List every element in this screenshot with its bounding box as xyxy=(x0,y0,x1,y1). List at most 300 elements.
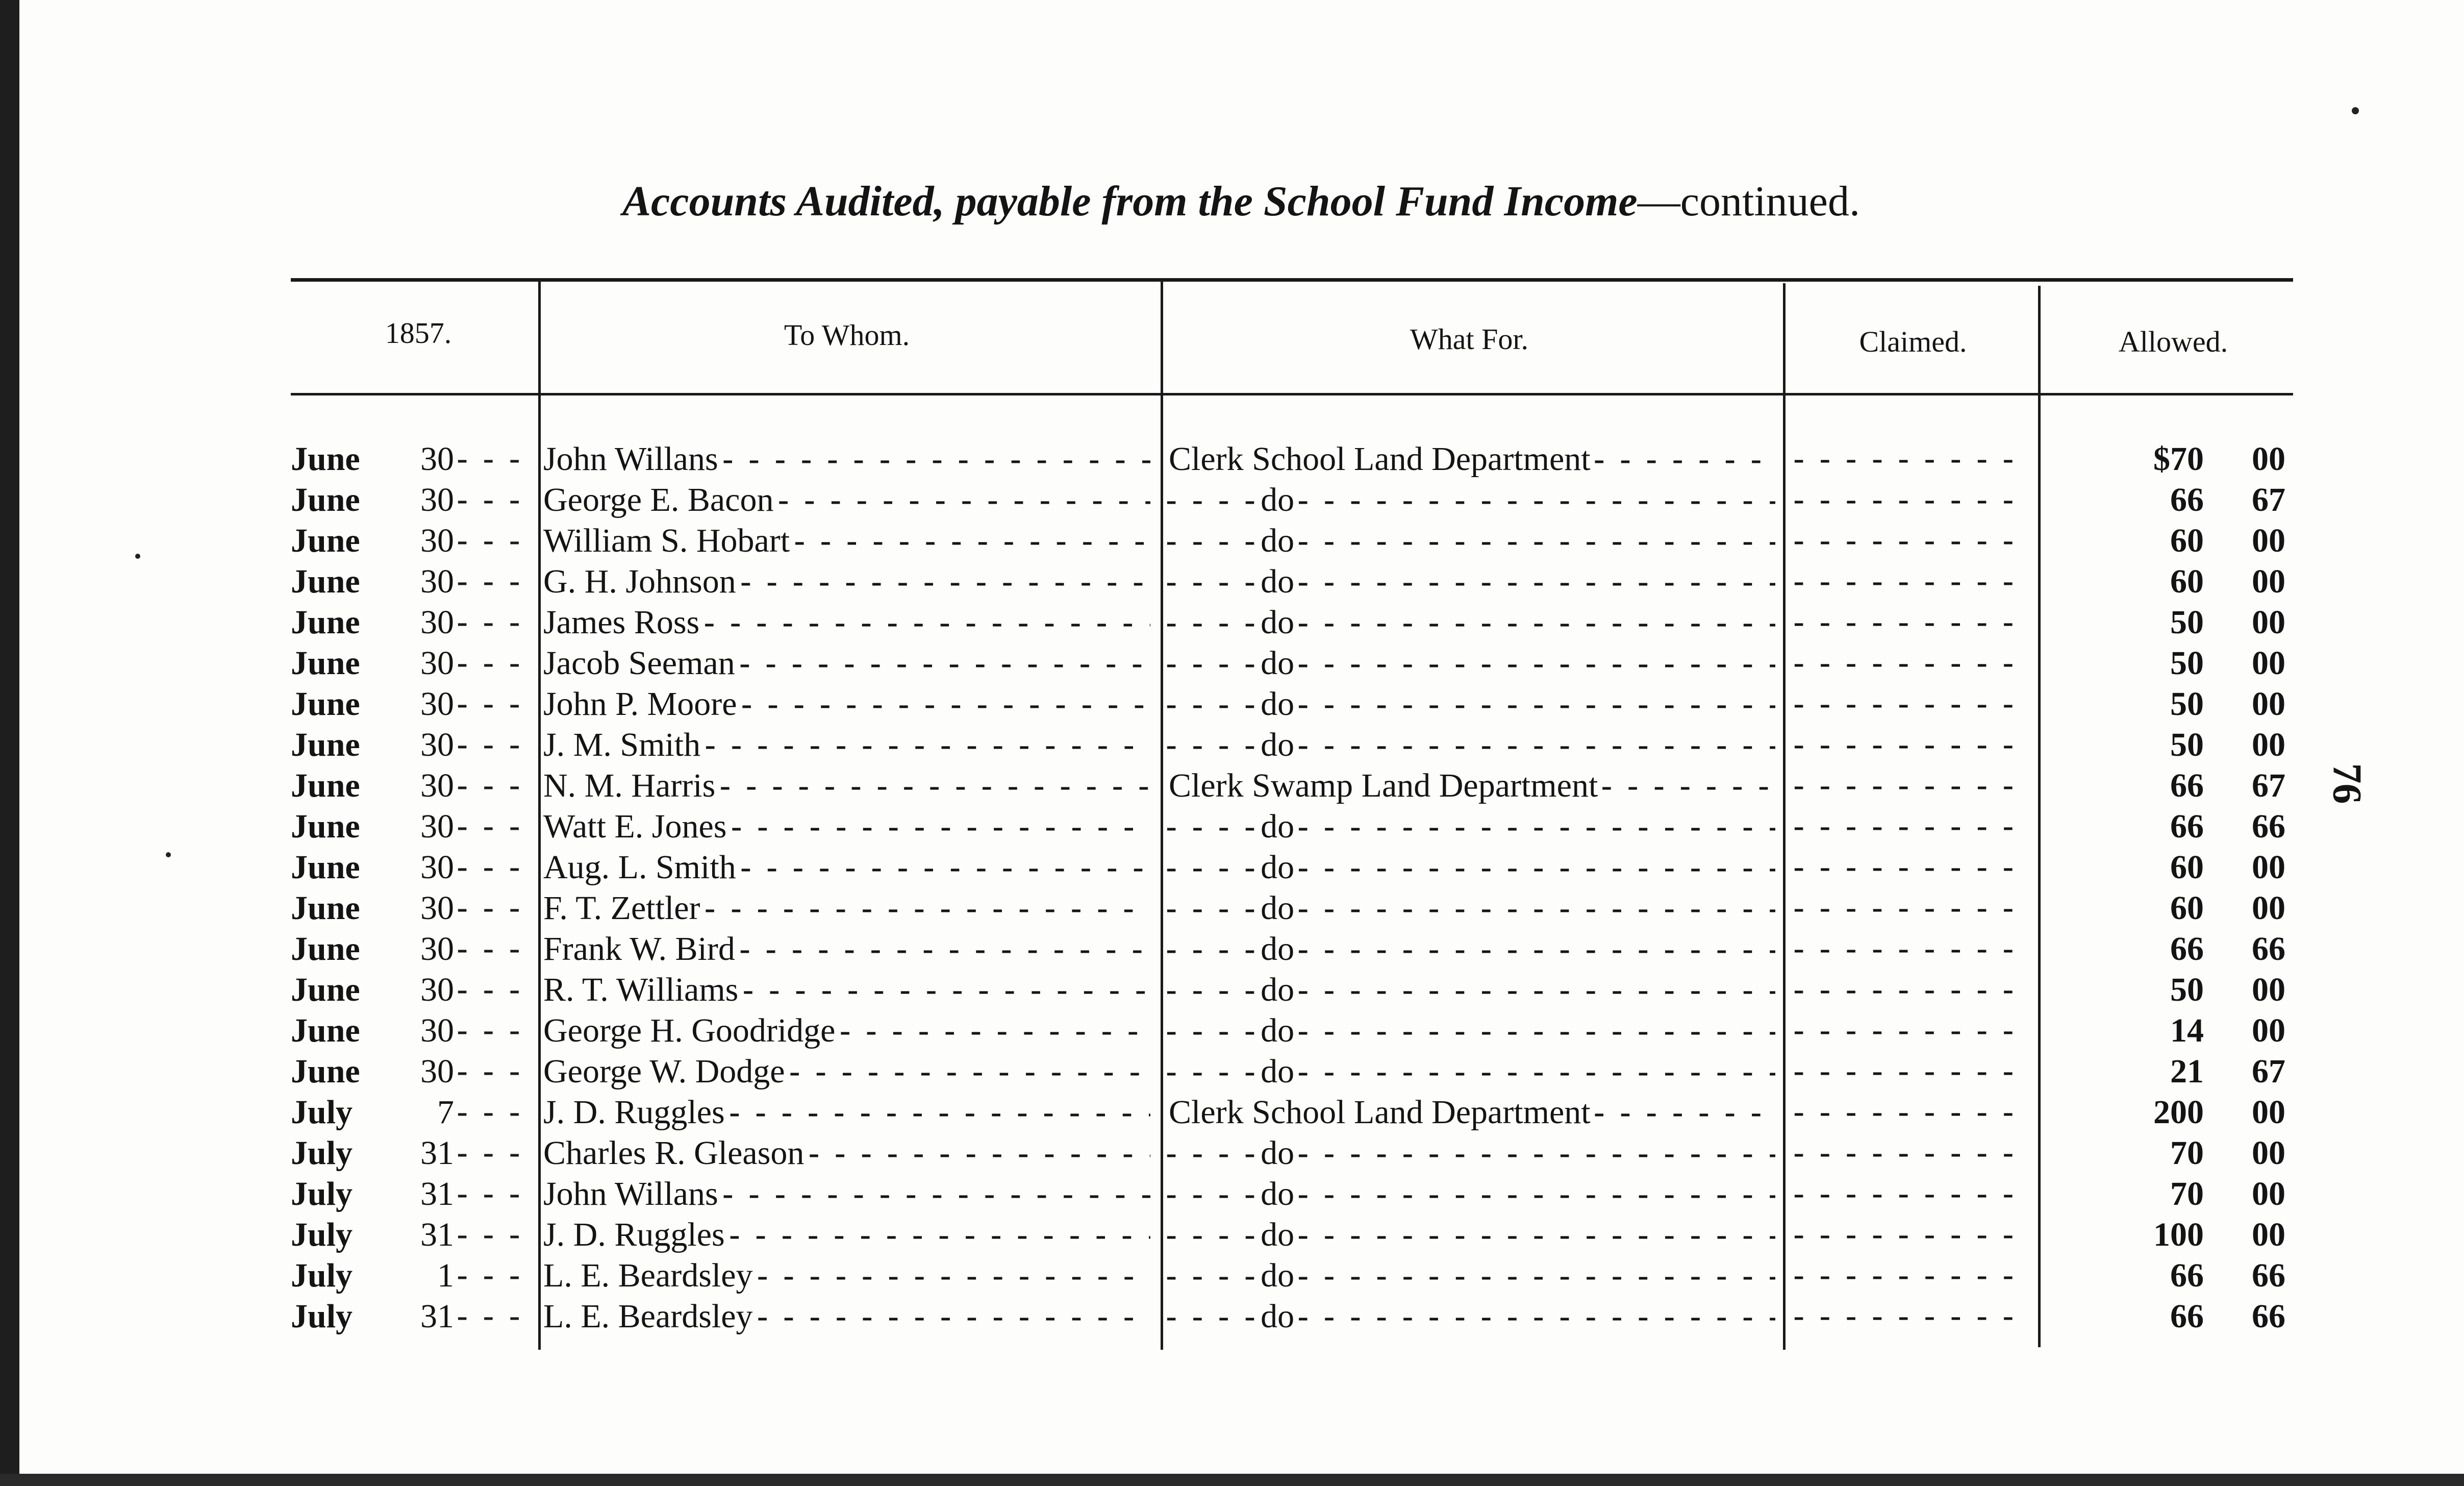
row-payee xyxy=(543,1051,1150,1092)
row-claimed xyxy=(1793,439,2028,480)
allowed-dollars: 100 xyxy=(2153,1216,2204,1253)
payee-name: Aug. L. Smith xyxy=(543,849,736,886)
table-row xyxy=(0,765,2464,806)
leader-dots: - - - - xyxy=(1166,1215,1258,1255)
row-allowed xyxy=(2061,1296,2285,1337)
row-month: June xyxy=(291,604,360,641)
row-allowed xyxy=(2061,847,2285,888)
leader-dots xyxy=(457,439,533,480)
leader-dots: - - - - xyxy=(1166,1297,1258,1336)
row-month: June xyxy=(291,808,360,845)
row-month: June xyxy=(291,889,360,927)
row-claimed xyxy=(1793,847,2028,888)
row-purpose xyxy=(1166,888,1775,929)
allowed-dollars: 50 xyxy=(2170,604,2204,641)
purpose-text: do xyxy=(1261,1012,1295,1049)
row-payee xyxy=(543,684,1150,725)
purpose-text: do xyxy=(1261,1053,1295,1090)
leader-dots xyxy=(789,1052,1150,1092)
allowed-cents: 66 xyxy=(2252,1298,2285,1335)
leader-dots xyxy=(1297,971,1775,1010)
row-payee xyxy=(543,929,1150,970)
leader-dots xyxy=(457,888,533,929)
row-allowed xyxy=(2061,1133,2285,1174)
purpose-text: do xyxy=(1261,930,1295,968)
leader-dots xyxy=(729,1216,1150,1255)
allowed-dollars: 21 xyxy=(2170,1053,2204,1090)
leader-dots: - - - - xyxy=(1166,848,1258,887)
title-italic: Accounts Audited, payable from the School Fund Income xyxy=(622,178,1638,225)
row-month: June xyxy=(291,1053,360,1090)
row-day: 30 xyxy=(420,849,454,886)
leader-dots xyxy=(741,685,1150,724)
table-row xyxy=(0,643,2464,684)
row-allowed xyxy=(2061,806,2285,847)
leader-dots xyxy=(457,765,533,806)
row-payee xyxy=(543,602,1150,643)
payee-name: J. D. Ruggles xyxy=(543,1216,725,1253)
row-claimed xyxy=(1793,970,2028,1010)
leader-dots xyxy=(739,930,1150,969)
row-payee xyxy=(543,1092,1150,1133)
allowed-cents: 00 xyxy=(2252,685,2285,723)
leader-dots: - - - - xyxy=(1166,562,1258,602)
allowed-dollars: 14 xyxy=(2170,1012,2204,1049)
row-purpose xyxy=(1166,929,1775,970)
allowed-cents: 66 xyxy=(2252,1257,2285,1294)
leader-dots xyxy=(1297,481,1775,520)
row-day: 30 xyxy=(420,930,454,968)
allowed-dollars: 66 xyxy=(2170,930,2204,968)
leader-dots xyxy=(457,1296,533,1337)
row-day: 30 xyxy=(420,604,454,641)
row-day: 1 xyxy=(437,1257,454,1294)
row-claimed xyxy=(1793,1133,2028,1174)
purpose-text: do xyxy=(1261,1298,1295,1335)
purpose-text: do xyxy=(1261,1257,1295,1294)
allowed-cents: 00 xyxy=(2252,1134,2285,1172)
row-purpose xyxy=(1166,1255,1775,1296)
allowed-dollars: 60 xyxy=(2170,522,2204,559)
row-month: June xyxy=(291,726,360,763)
allowed-cents: 00 xyxy=(2252,1012,2285,1049)
row-month: July xyxy=(291,1257,353,1294)
leader-dots xyxy=(1297,522,1775,561)
allowed-dollars: 60 xyxy=(2170,889,2204,927)
allowed-dollars: 60 xyxy=(2170,563,2204,600)
row-claimed xyxy=(1793,480,2028,521)
allowed-dollars: 66 xyxy=(2170,1298,2204,1335)
row-allowed xyxy=(2061,561,2285,602)
leader-dots xyxy=(1297,603,1775,642)
row-month: June xyxy=(291,685,360,723)
row-claimed xyxy=(1793,725,2028,765)
row-day: 30 xyxy=(420,767,454,804)
leader-dots xyxy=(457,725,533,765)
row-month: June xyxy=(291,440,360,478)
leader-dots xyxy=(1297,1297,1775,1336)
allowed-cents: 67 xyxy=(2252,1053,2285,1090)
table-row xyxy=(0,602,2464,643)
leader-dots xyxy=(1297,1256,1775,1296)
leader-dots xyxy=(739,644,1150,683)
table-row xyxy=(0,439,2464,480)
header-allowed: Allowed. xyxy=(2118,325,2228,358)
leader-dots xyxy=(1297,930,1775,969)
row-month: July xyxy=(291,1175,353,1212)
row-allowed xyxy=(2061,929,2285,970)
row-claimed xyxy=(1793,806,2028,847)
header-to-whom: To Whom. xyxy=(784,318,910,352)
leader-dots xyxy=(794,522,1150,561)
table-row xyxy=(0,1296,2464,1337)
purpose-text: do xyxy=(1261,1175,1295,1212)
leader-dots: - - - - xyxy=(1166,603,1258,642)
allowed-cents: 66 xyxy=(2252,930,2285,968)
allowed-dollars: 66 xyxy=(2170,481,2204,518)
purpose-text: Clerk School Land Department xyxy=(1169,440,1591,478)
payee-name: G. H. Johnson xyxy=(543,563,736,600)
allowed-dollars: 50 xyxy=(2170,685,2204,723)
table-row xyxy=(0,1133,2464,1174)
leader-dots: - - - - xyxy=(1166,970,1258,1010)
row-payee xyxy=(543,725,1150,765)
row-allowed xyxy=(2061,1255,2285,1296)
row-claimed xyxy=(1793,765,2028,806)
purpose-text: do xyxy=(1261,808,1295,845)
allowed-dollars: 50 xyxy=(2170,726,2204,763)
leader-dots xyxy=(1297,685,1775,724)
row-purpose xyxy=(1166,602,1775,643)
leader-dots xyxy=(457,1010,533,1051)
payee-name: George H. Goodridge xyxy=(543,1012,836,1049)
leader-dots xyxy=(757,1297,1150,1336)
row-payee xyxy=(543,888,1150,929)
row-day: 30 xyxy=(420,1053,454,1090)
payee-name: John Willans xyxy=(543,440,718,478)
allowed-cents: 00 xyxy=(2252,849,2285,886)
row-purpose xyxy=(1166,847,1775,888)
payee-name: L. E. Beardsley xyxy=(543,1257,753,1294)
row-allowed xyxy=(2061,602,2285,643)
row-month: June xyxy=(291,849,360,886)
allowed-cents: 00 xyxy=(2252,645,2285,682)
row-month: July xyxy=(291,1094,353,1131)
table-row xyxy=(0,1215,2464,1255)
payee-name: J. D. Ruggles xyxy=(543,1094,725,1131)
row-allowed xyxy=(2061,1174,2285,1215)
row-payee xyxy=(543,1255,1150,1296)
row-allowed xyxy=(2061,643,2285,684)
leader-dots xyxy=(457,1215,533,1255)
allowed-cents: 00 xyxy=(2252,440,2285,478)
row-purpose xyxy=(1166,1010,1775,1051)
leader-dots xyxy=(457,602,533,643)
table-row xyxy=(0,1092,2464,1133)
leader-dots xyxy=(1297,807,1775,847)
row-claimed xyxy=(1793,1296,2028,1337)
allowed-dollars: 200 xyxy=(2153,1094,2204,1131)
leader-dots xyxy=(1601,766,1775,806)
leader-dots: - - - - xyxy=(1166,725,1258,765)
leader-dots xyxy=(1297,1134,1775,1173)
table-row xyxy=(0,1255,2464,1296)
header-year: 1857. xyxy=(385,316,452,350)
table-row xyxy=(0,684,2464,725)
row-allowed xyxy=(2061,765,2285,806)
leader-dots xyxy=(457,1051,533,1092)
leader-dots xyxy=(1297,848,1775,887)
leader-dots xyxy=(705,889,1150,928)
leader-dots xyxy=(1297,889,1775,928)
leader-dots xyxy=(839,1011,1150,1051)
row-claimed xyxy=(1793,521,2028,561)
table-row xyxy=(0,1174,2464,1215)
row-purpose xyxy=(1166,725,1775,765)
leader-dots xyxy=(457,643,533,684)
allowed-dollars: 66 xyxy=(2170,767,2204,804)
row-day: 30 xyxy=(420,481,454,518)
leader-dots xyxy=(1297,1216,1775,1255)
leader-dots xyxy=(457,847,533,888)
leader-dots: - - - - xyxy=(1166,1133,1258,1173)
leader-dots xyxy=(1594,1093,1775,1132)
table-row xyxy=(0,480,2464,521)
row-day: 31 xyxy=(420,1216,454,1253)
leader-dots xyxy=(740,562,1150,602)
payee-name: James Ross xyxy=(543,604,700,641)
row-day: 30 xyxy=(420,889,454,927)
row-purpose xyxy=(1166,521,1775,561)
allowed-cents: 67 xyxy=(2252,481,2285,518)
row-purpose xyxy=(1166,561,1775,602)
leader-dots xyxy=(1297,1011,1775,1051)
allowed-dollars: 66 xyxy=(2170,1257,2204,1294)
title-continued: —continued. xyxy=(1637,178,1860,225)
row-day: 7 xyxy=(437,1094,454,1131)
leader-dots xyxy=(1297,1175,1775,1214)
row-month: June xyxy=(291,481,360,518)
row-purpose xyxy=(1166,970,1775,1010)
table-row xyxy=(0,888,2464,929)
allowed-cents: 00 xyxy=(2252,604,2285,641)
leader-dots: - - - - xyxy=(1166,807,1258,847)
row-month: June xyxy=(291,767,360,804)
row-payee xyxy=(543,1296,1150,1337)
row-allowed xyxy=(2061,888,2285,929)
row-claimed xyxy=(1793,1174,2028,1215)
row-payee xyxy=(543,765,1150,806)
row-allowed xyxy=(2061,1092,2285,1133)
row-purpose xyxy=(1166,1215,1775,1255)
row-day: 30 xyxy=(420,685,454,723)
allowed-cents: 00 xyxy=(2252,522,2285,559)
leader-dots xyxy=(729,1093,1150,1132)
leader-dots: - - - - xyxy=(1166,1174,1258,1214)
row-allowed xyxy=(2061,480,2285,521)
purpose-text: do xyxy=(1261,685,1295,723)
payee-name: F. T. Zettler xyxy=(543,889,700,927)
row-day: 30 xyxy=(420,440,454,478)
row-month: June xyxy=(291,971,360,1008)
scan-bottom-edge xyxy=(0,1474,2464,1486)
row-claimed xyxy=(1793,561,2028,602)
leader-dots xyxy=(722,440,1150,479)
allowed-cents: 66 xyxy=(2252,808,2285,845)
header-top-rule xyxy=(291,278,2293,282)
row-day: 30 xyxy=(420,808,454,845)
purpose-text: Clerk Swamp Land Department xyxy=(1169,767,1598,804)
header-claimed: Claimed. xyxy=(1859,325,1967,358)
leader-dots xyxy=(742,971,1150,1010)
row-month: July xyxy=(291,1216,353,1253)
payee-name: Charles R. Gleason xyxy=(543,1134,804,1172)
leader-dots: - - - - xyxy=(1166,684,1258,724)
page-title xyxy=(622,174,2000,230)
row-day: 30 xyxy=(420,971,454,1008)
row-payee xyxy=(543,1174,1150,1215)
row-month: June xyxy=(291,1012,360,1049)
row-payee xyxy=(543,521,1150,561)
table-row xyxy=(0,847,2464,888)
row-purpose xyxy=(1166,1296,1775,1337)
row-payee xyxy=(543,1215,1150,1255)
allowed-dollars: 66 xyxy=(2170,808,2204,845)
leader-dots xyxy=(457,1133,533,1174)
row-purpose xyxy=(1166,1174,1775,1215)
leader-dots xyxy=(457,521,533,561)
purpose-text: do xyxy=(1261,1134,1295,1172)
payee-name: John Willans xyxy=(543,1175,718,1212)
leader-dots: - - - - xyxy=(1166,521,1258,561)
allowed-cents: 00 xyxy=(2252,1175,2285,1212)
purpose-text: do xyxy=(1261,563,1295,600)
allowed-dollars: 70 xyxy=(2170,1175,2204,1212)
leader-dots: - - - - xyxy=(1166,1052,1258,1092)
row-payee xyxy=(543,970,1150,1010)
leader-dots: - - - - xyxy=(1166,480,1258,520)
leader-dots xyxy=(1297,644,1775,683)
allowed-dollars: $70 xyxy=(2153,440,2204,478)
leader-dots: - - - - xyxy=(1166,643,1258,683)
allowed-cents: 00 xyxy=(2252,726,2285,763)
row-purpose xyxy=(1166,439,1775,480)
payee-name: Watt E. Jones xyxy=(543,808,727,845)
purpose-text: do xyxy=(1261,889,1295,927)
allowed-cents: 00 xyxy=(2252,889,2285,927)
leader-dots: - - - - xyxy=(1166,929,1258,969)
row-payee xyxy=(543,561,1150,602)
purpose-text: do xyxy=(1261,645,1295,682)
payee-name: R. T. Williams xyxy=(543,971,739,1008)
row-month: June xyxy=(291,563,360,600)
leader-dots xyxy=(777,481,1150,520)
purpose-text: do xyxy=(1261,481,1295,518)
row-claimed xyxy=(1793,1010,2028,1051)
allowed-dollars: 50 xyxy=(2170,971,2204,1008)
row-purpose xyxy=(1166,643,1775,684)
row-day: 30 xyxy=(420,726,454,763)
leader-dots xyxy=(457,1092,533,1133)
table-row xyxy=(0,521,2464,561)
row-allowed xyxy=(2061,521,2285,561)
row-day: 31 xyxy=(420,1134,454,1172)
allowed-dollars: 60 xyxy=(2170,849,2204,886)
table-row xyxy=(0,725,2464,765)
table-row xyxy=(0,1010,2464,1051)
payee-name: Jacob Seeman xyxy=(543,645,735,682)
row-payee xyxy=(543,1010,1150,1051)
leader-dots xyxy=(757,1256,1150,1296)
table-row xyxy=(0,970,2464,1010)
leader-dots xyxy=(457,929,533,970)
row-day: 30 xyxy=(420,645,454,682)
row-claimed xyxy=(1793,1255,2028,1296)
leader-dots xyxy=(457,561,533,602)
row-month: June xyxy=(291,930,360,968)
purpose-text: do xyxy=(1261,849,1295,886)
row-allowed xyxy=(2061,684,2285,725)
leader-dots xyxy=(1297,726,1775,765)
row-claimed xyxy=(1793,888,2028,929)
row-claimed xyxy=(1793,1092,2028,1133)
payee-name: N. M. Harris xyxy=(543,767,716,804)
row-purpose xyxy=(1166,1051,1775,1092)
leader-dots xyxy=(1594,440,1775,479)
leader-dots xyxy=(457,1255,533,1296)
payee-name: John P. Moore xyxy=(543,685,737,723)
row-claimed xyxy=(1793,1215,2028,1255)
row-payee xyxy=(543,806,1150,847)
leader-dots: - - - - xyxy=(1166,1011,1258,1051)
payee-name: Frank W. Bird xyxy=(543,930,735,968)
purpose-text: do xyxy=(1261,1216,1295,1253)
allowed-cents: 00 xyxy=(2252,1216,2285,1253)
row-payee xyxy=(543,643,1150,684)
row-day: 30 xyxy=(420,522,454,559)
payee-name: L. E. Beardsley xyxy=(543,1298,753,1335)
leader-dots xyxy=(1297,1052,1775,1092)
row-day: 30 xyxy=(420,1012,454,1049)
leader-dots xyxy=(457,480,533,521)
row-claimed xyxy=(1793,1051,2028,1092)
row-allowed xyxy=(2061,1010,2285,1051)
header-bottom-rule xyxy=(291,393,2293,395)
row-purpose xyxy=(1166,806,1775,847)
leader-dots xyxy=(719,766,1150,806)
row-claimed xyxy=(1793,643,2028,684)
row-payee xyxy=(543,847,1150,888)
purpose-text: do xyxy=(1261,726,1295,763)
ink-speck xyxy=(2352,107,2359,114)
table-row xyxy=(0,561,2464,602)
payee-name: George E. Bacon xyxy=(543,481,774,518)
row-allowed xyxy=(2061,970,2285,1010)
row-day: 30 xyxy=(420,563,454,600)
row-payee xyxy=(543,1133,1150,1174)
row-claimed xyxy=(1793,929,2028,970)
row-purpose xyxy=(1166,480,1775,521)
row-purpose xyxy=(1166,1133,1775,1174)
leader-dots xyxy=(457,806,533,847)
row-month: June xyxy=(291,645,360,682)
leader-dots xyxy=(703,603,1150,642)
table-row xyxy=(0,929,2464,970)
allowed-cents: 67 xyxy=(2252,767,2285,804)
payee-name: George W. Dodge xyxy=(543,1053,785,1090)
leader-dots xyxy=(722,1175,1150,1214)
row-claimed xyxy=(1793,684,2028,725)
